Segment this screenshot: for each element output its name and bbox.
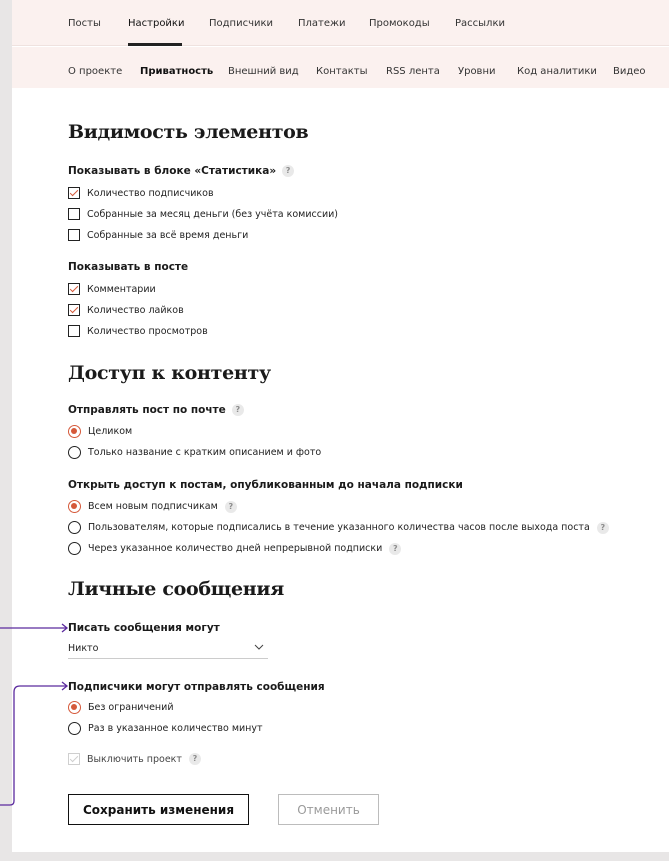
checkbox-label: Комментарии xyxy=(87,283,156,295)
question-circle-icon[interactable]: ? xyxy=(225,501,237,513)
checkbox-label: Количество подписчиков xyxy=(87,187,214,199)
primary-nav xyxy=(12,0,669,46)
radio[interactable] xyxy=(68,701,81,714)
settings-page xyxy=(12,0,669,852)
checkbox[interactable] xyxy=(68,229,80,241)
checkbox-subscribers-count[interactable] xyxy=(68,187,214,199)
checkbox[interactable] xyxy=(68,187,80,199)
checkbox[interactable] xyxy=(68,325,80,337)
radio-label: Всем новым подписчикам xyxy=(88,501,218,512)
subs-can-send-label xyxy=(68,681,325,693)
checkbox[interactable] xyxy=(68,304,80,316)
radio-email-full[interactable] xyxy=(68,425,132,438)
question-circle-icon[interactable]: ? xyxy=(282,165,294,177)
active-tab-indicator xyxy=(128,43,182,46)
tab-mailings[interactable]: Рассылки xyxy=(455,18,505,29)
tab-settings[interactable]: Настройки xyxy=(128,18,185,29)
post-block-label xyxy=(68,261,188,273)
checkbox-comments[interactable] xyxy=(68,283,156,295)
who-can-write-label xyxy=(68,622,220,634)
radio-label: Раз в указанное количество минут xyxy=(88,723,263,734)
question-circle-icon[interactable]: ? xyxy=(389,543,401,555)
save-button[interactable]: Сохранить изменения xyxy=(68,794,249,825)
checkbox[interactable] xyxy=(68,283,80,295)
section-title-visibility: Видимость элементов xyxy=(68,121,309,143)
email-label xyxy=(68,404,244,416)
radio-label: Пользователям, которые подписались в течение указанного количества часов после выхода поста xyxy=(88,522,590,533)
checkbox-label: Собранные за месяц деньги (без учёта комиссии) xyxy=(87,208,339,220)
checkbox-disable-project[interactable] xyxy=(68,753,201,765)
radio-unlimited[interactable] xyxy=(68,701,174,714)
checkbox-total-money[interactable] xyxy=(68,229,248,241)
radio[interactable] xyxy=(68,722,81,735)
checkbox-label: Выключить проект xyxy=(87,753,182,765)
question-circle-icon[interactable]: ? xyxy=(232,404,244,416)
section-title-access: Доступ к контенту xyxy=(68,362,271,384)
select-value: Никто xyxy=(68,643,99,654)
subtab-analytics[interactable]: Код аналитики xyxy=(517,66,597,77)
radio[interactable] xyxy=(68,446,81,459)
stats-block-label xyxy=(68,165,294,177)
checkbox[interactable] xyxy=(68,208,80,220)
subtab-privacy[interactable]: Приватность xyxy=(140,66,214,77)
tab-payments[interactable]: Платежи xyxy=(298,18,346,29)
checkbox-label: Собранные за всё время деньги xyxy=(87,229,249,241)
who-can-write-label-text: Писать сообщения могут xyxy=(68,622,220,634)
tab-posts[interactable]: Посты xyxy=(68,18,101,29)
subs-can-send-label-text: Подписчики могут отправлять сообщения xyxy=(68,681,325,693)
checkbox-label: Количество просмотров xyxy=(87,325,208,337)
section-title-messages: Личные сообщения xyxy=(68,578,284,600)
open-access-label xyxy=(68,479,463,491)
subtab-appearance[interactable]: Внешний вид xyxy=(228,66,299,77)
post-block-label-text: Показывать в посте xyxy=(68,261,189,273)
radio-hours-after-post[interactable] xyxy=(68,521,609,534)
radio-days-subscription[interactable] xyxy=(68,542,401,555)
checkbox-label: Количество лайков xyxy=(87,304,184,316)
who-can-write-select[interactable] xyxy=(68,641,268,659)
radio-label: Без ограничений xyxy=(88,702,174,713)
subtab-rss[interactable]: RSS лента xyxy=(386,66,440,77)
secondary-nav xyxy=(12,47,669,88)
radio[interactable] xyxy=(68,500,81,513)
checkbox-month-money[interactable] xyxy=(68,208,338,220)
radio-label: Целиком xyxy=(88,426,133,437)
checkbox-views[interactable] xyxy=(68,325,208,337)
radio-once-per-minutes[interactable] xyxy=(68,722,263,735)
cancel-button[interactable]: Отменить xyxy=(278,794,379,825)
subtab-contacts[interactable]: Контакты xyxy=(316,66,368,77)
radio-email-title-only[interactable] xyxy=(68,446,321,459)
radio[interactable] xyxy=(68,542,81,555)
radio[interactable] xyxy=(68,521,81,534)
tab-promocodes[interactable]: Промокоды xyxy=(369,18,430,29)
open-access-label-text: Открыть доступ к постам, опубликованным до начала подписки xyxy=(68,479,463,491)
subtab-about[interactable]: О проекте xyxy=(68,66,123,77)
question-circle-icon[interactable]: ? xyxy=(597,522,609,534)
radio[interactable] xyxy=(68,425,81,438)
subtab-levels[interactable]: Уровни xyxy=(458,66,496,77)
tab-subscribers[interactable]: Подписчики xyxy=(209,18,274,29)
email-label-text: Отправлять пост по почте xyxy=(68,404,226,416)
subtab-video[interactable]: Видео xyxy=(613,66,646,77)
stats-block-label-text: Показывать в блоке «Статистика» xyxy=(68,165,277,177)
checkbox[interactable] xyxy=(68,753,80,765)
radio-label: Через указанное количество дней непрерывной подписки xyxy=(88,543,383,554)
radio-all-new-subscribers[interactable] xyxy=(68,500,237,513)
radio-label: Только название с кратким описанием и фото xyxy=(88,447,322,458)
question-circle-icon[interactable]: ? xyxy=(189,753,201,765)
chevron-down-icon xyxy=(254,643,264,651)
checkbox-likes[interactable] xyxy=(68,304,184,316)
